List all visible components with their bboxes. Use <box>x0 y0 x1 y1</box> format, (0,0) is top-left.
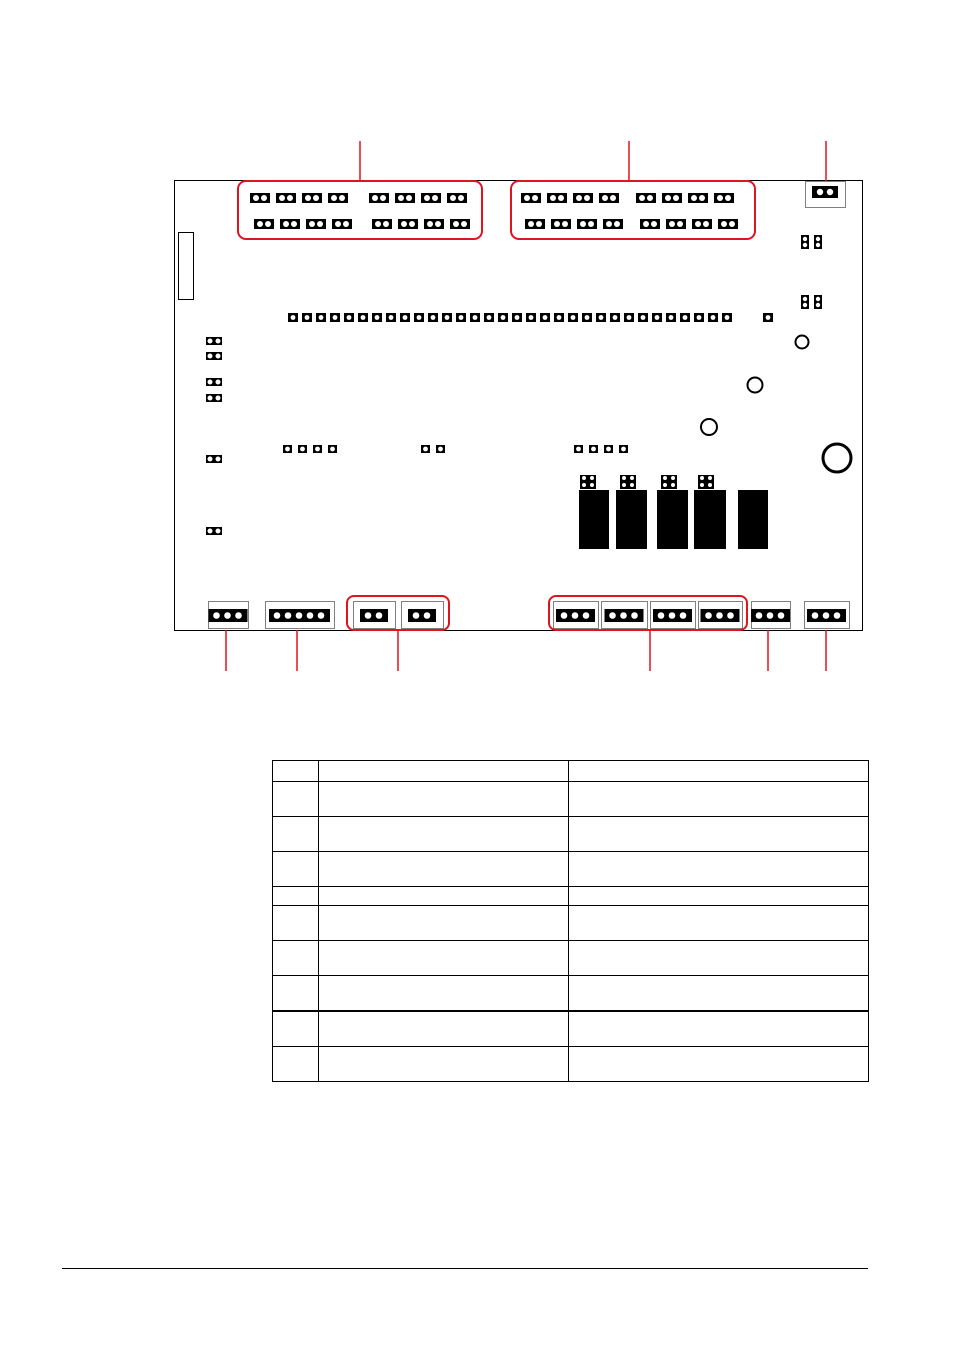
terminal-pin <box>318 612 325 619</box>
jumper-pin <box>816 303 820 307</box>
top-left-highlight <box>238 181 482 239</box>
terminal-pin <box>812 612 819 619</box>
relay-jumper-pin <box>671 483 675 487</box>
connector-pin <box>424 195 430 201</box>
connector-pin <box>409 221 415 227</box>
connector-pin <box>677 221 683 227</box>
table-cell-item <box>319 782 569 817</box>
table-cell-num <box>273 906 319 941</box>
terminal-pin <box>274 612 281 619</box>
relay-jumper-pin <box>700 476 704 480</box>
relay <box>738 490 768 549</box>
header-pin-hole <box>655 315 660 320</box>
relay-jumper-pin <box>663 483 667 487</box>
relay-jumper-pin <box>700 483 704 487</box>
connector-pin <box>287 195 293 201</box>
header-pin-hole <box>487 315 492 320</box>
header-pin-hole <box>766 315 771 320</box>
header-pin-hole <box>571 315 576 320</box>
jumper-pin <box>816 237 820 241</box>
connector-pin <box>643 221 649 227</box>
jumper-pin <box>216 354 221 359</box>
header-pin-hole <box>319 315 324 320</box>
jumper-pin <box>216 396 221 401</box>
header-pin-hole <box>669 315 674 320</box>
terminal-pin <box>823 612 830 619</box>
relay-jumper-pin <box>622 476 626 480</box>
relay <box>579 490 609 549</box>
table-row <box>273 782 869 817</box>
relay-jumper-pin <box>590 476 594 480</box>
relay-blocks <box>579 475 768 549</box>
terminal-pin <box>285 612 292 619</box>
connector-pin <box>717 195 723 201</box>
connector-pin <box>335 221 341 227</box>
table-cell-num <box>273 852 319 887</box>
top-right-highlight <box>511 181 755 239</box>
terminal-pin <box>658 612 665 619</box>
jumper-pin <box>803 243 807 247</box>
connector-pin <box>383 221 389 227</box>
table-cell-num <box>273 782 319 817</box>
table-cell-num <box>273 941 319 976</box>
terminal-pin <box>583 612 590 619</box>
connector-pin <box>401 221 407 227</box>
header-pin-hole <box>431 315 436 320</box>
header-pin-hole <box>683 315 688 320</box>
table-cell-num <box>273 1011 319 1047</box>
connector-pin <box>339 195 345 201</box>
terminal-pin <box>224 612 231 619</box>
header-pin-hole <box>613 315 618 320</box>
jumper-pin <box>208 396 213 401</box>
connector-pin <box>406 195 412 201</box>
jumper-pin <box>208 354 213 359</box>
connector-pin <box>602 195 608 201</box>
side-connector <box>179 233 194 300</box>
header-pin-hole <box>697 315 702 320</box>
connector-pin <box>279 195 285 201</box>
header-pin-hole <box>347 315 352 320</box>
mounting-hole <box>796 336 809 349</box>
connector-pin <box>524 195 530 201</box>
connector-pin <box>584 195 590 201</box>
header-pin-hole <box>725 315 730 320</box>
header-pin-hole <box>501 315 506 320</box>
terminal-pin <box>307 612 314 619</box>
connector-pin <box>343 221 349 227</box>
connector-pin <box>580 221 586 227</box>
header-pin-hole <box>557 315 562 320</box>
terminal-pin <box>296 612 303 619</box>
relay-jumper-pin <box>708 476 712 480</box>
jumper-pin <box>208 529 213 534</box>
table-row <box>273 976 869 1012</box>
table-cell-item <box>319 817 569 852</box>
jumper-pin <box>606 447 611 452</box>
table-row <box>273 852 869 887</box>
terminal-pin <box>669 612 676 619</box>
connector-pin <box>427 221 433 227</box>
connector-pin <box>669 221 675 227</box>
table-cell-desc <box>569 817 869 852</box>
jumper-pin <box>816 243 820 247</box>
table-cell-desc <box>569 887 869 906</box>
table-cell-desc <box>569 976 869 1012</box>
jumper-pin <box>208 339 213 344</box>
spec-table <box>272 760 869 1082</box>
connector-pin <box>695 221 701 227</box>
terminal-pin <box>727 612 734 619</box>
table-cell-item <box>319 976 569 1012</box>
pin-header-row <box>288 313 773 322</box>
terminal-pin <box>376 612 383 619</box>
header-pin-hole <box>529 315 534 320</box>
terminal-pin <box>631 612 638 619</box>
terminal-pin <box>834 612 841 619</box>
connector-pin <box>665 195 671 201</box>
jumper-pin <box>803 297 807 301</box>
jumper-pin <box>816 297 820 301</box>
connector-pin <box>614 221 620 227</box>
terminal-pin <box>235 612 242 619</box>
jumper-pin <box>300 447 305 452</box>
header-pin-hole <box>459 315 464 320</box>
connector-pin <box>673 195 679 201</box>
board-outline <box>175 181 863 631</box>
connector-pin <box>291 221 297 227</box>
jumper-pin <box>591 447 596 452</box>
terminal-pin <box>767 612 774 619</box>
header-pin-hole <box>711 315 716 320</box>
mounting-hole <box>823 444 851 472</box>
table-cell-item <box>319 887 569 906</box>
header-pin-hole <box>291 315 296 320</box>
table-header-cell <box>319 761 569 782</box>
table-row <box>273 941 869 976</box>
table-header-cell <box>273 761 319 782</box>
header-pin-hole <box>473 315 478 320</box>
connector-pin <box>532 195 538 201</box>
table-cell-num <box>273 817 319 852</box>
table-row <box>273 887 869 906</box>
relay-jumper-pin <box>708 483 712 487</box>
jumper-pin <box>216 529 221 534</box>
connector-pin <box>606 221 612 227</box>
connector-pin <box>398 195 404 201</box>
table-row <box>273 817 869 852</box>
table-cell-item <box>319 941 569 976</box>
relay-jumper-pin <box>582 483 586 487</box>
jumper-pin <box>576 447 581 452</box>
terminal-pin <box>680 612 687 619</box>
connector-pin <box>610 195 616 201</box>
terminal-pin <box>778 612 785 619</box>
top-right-connector-pins <box>521 193 738 229</box>
mounting-hole <box>701 419 717 435</box>
relay-jumper-pin <box>630 483 634 487</box>
connector-pin <box>639 195 645 201</box>
header-pin-hole <box>445 315 450 320</box>
connector-pin <box>432 195 438 201</box>
jumper-pin <box>803 303 807 307</box>
connector-pin <box>261 195 267 201</box>
table-cell-desc <box>569 1047 869 1082</box>
relay-jumper-pin <box>630 476 634 480</box>
jumper-pin <box>621 447 626 452</box>
connector-pin <box>725 195 731 201</box>
connector-pin <box>375 221 381 227</box>
connector-pin <box>331 195 337 201</box>
connector-pin <box>458 195 464 201</box>
table-cell-item <box>319 906 569 941</box>
connector-pin <box>536 221 542 227</box>
power-connector-body <box>812 186 838 198</box>
header-pin-hole <box>403 315 408 320</box>
connector-pin <box>528 221 534 227</box>
relay-jumper-pin <box>663 476 667 480</box>
relay-jumper-pin <box>582 476 586 480</box>
terminal-pin <box>561 612 568 619</box>
connector-pin <box>729 221 735 227</box>
jumper-pin <box>216 380 221 385</box>
table-row <box>273 1011 869 1047</box>
table-cell-desc <box>569 906 869 941</box>
jumper-pin <box>216 457 221 462</box>
connector-pin <box>550 195 556 201</box>
table-cell-desc <box>569 782 869 817</box>
table-row <box>273 1047 869 1082</box>
terminal-pin <box>705 612 712 619</box>
table-cell-desc <box>569 941 869 976</box>
relay-jumper-pin <box>671 476 675 480</box>
header-pin-hole <box>305 315 310 320</box>
jumper-pin <box>315 447 320 452</box>
connector-pin <box>576 195 582 201</box>
connector-pin <box>450 195 456 201</box>
jumper-pin <box>423 447 428 452</box>
connector-pin <box>461 221 467 227</box>
connector-pin <box>253 195 259 201</box>
terminal-block <box>408 609 436 622</box>
table-row <box>273 906 869 941</box>
table-cell-item <box>319 1047 569 1082</box>
footer-rule <box>62 1268 868 1269</box>
table-cell-num <box>273 887 319 906</box>
terminal-pin <box>365 612 372 619</box>
connector-pin <box>309 221 315 227</box>
header-pin-hole <box>389 315 394 320</box>
table-cell-desc <box>569 852 869 887</box>
table-header-cell <box>569 761 869 782</box>
jumper-pin <box>330 447 335 452</box>
terminal-pin <box>609 612 616 619</box>
connector-pin <box>588 221 594 227</box>
terminal-pin <box>716 612 723 619</box>
terminal-pin <box>756 612 763 619</box>
header-pin-hole <box>417 315 422 320</box>
connector-pin <box>283 221 289 227</box>
misc-jumper-pins <box>206 235 822 535</box>
bottom-terminal-blocks <box>209 602 850 629</box>
connector-pin <box>453 221 459 227</box>
relay-jumper-pin <box>622 483 626 487</box>
relay <box>657 490 688 549</box>
connector-pin <box>691 195 697 201</box>
header-pin-hole <box>627 315 632 320</box>
power-pin <box>817 189 823 195</box>
connector-pin <box>265 221 271 227</box>
terminal-block <box>360 609 388 622</box>
mounting-hole <box>748 378 763 393</box>
table-cell-desc <box>569 1011 869 1047</box>
table-cell-item <box>319 852 569 887</box>
header-pin-hole <box>543 315 548 320</box>
jumper-pin <box>208 457 213 462</box>
connector-pin <box>380 195 386 201</box>
connector-pin <box>562 221 568 227</box>
header-pin-hole <box>375 315 380 320</box>
connector-pin <box>313 195 319 201</box>
header-pin-hole <box>599 315 604 320</box>
connector-pin <box>703 221 709 227</box>
connector-pin <box>647 195 653 201</box>
terminal-pin <box>620 612 627 619</box>
table-cell-item <box>319 1011 569 1047</box>
connector-pin <box>554 221 560 227</box>
jumper-pin <box>208 380 213 385</box>
terminal-pin <box>572 612 579 619</box>
terminal-pin <box>413 612 420 619</box>
connector-pin <box>257 221 263 227</box>
terminal-pin <box>213 612 220 619</box>
header-pin-hole <box>641 315 646 320</box>
header-pin-hole <box>333 315 338 320</box>
header-pin-hole <box>585 315 590 320</box>
top-left-connector-pins <box>250 193 470 229</box>
relay <box>616 490 647 549</box>
header-pin-hole <box>361 315 366 320</box>
connector-pin <box>558 195 564 201</box>
relay <box>694 490 726 549</box>
table-header-row <box>273 761 869 782</box>
connector-pin <box>651 221 657 227</box>
jumper-pin <box>438 447 443 452</box>
power-pin <box>827 189 833 195</box>
connector-pin <box>317 221 323 227</box>
connector-pin <box>435 221 441 227</box>
connector-pin <box>305 195 311 201</box>
connector-pin <box>721 221 727 227</box>
jumper-pin <box>285 447 290 452</box>
connector-pin <box>699 195 705 201</box>
table-cell-num <box>273 1047 319 1082</box>
header-pin-hole <box>515 315 520 320</box>
relay-jumper-pin <box>590 483 594 487</box>
terminal-pin <box>424 612 431 619</box>
connector-pin <box>372 195 378 201</box>
jumper-pin <box>803 237 807 241</box>
table-cell-num <box>273 976 319 1012</box>
jumper-pin <box>216 339 221 344</box>
